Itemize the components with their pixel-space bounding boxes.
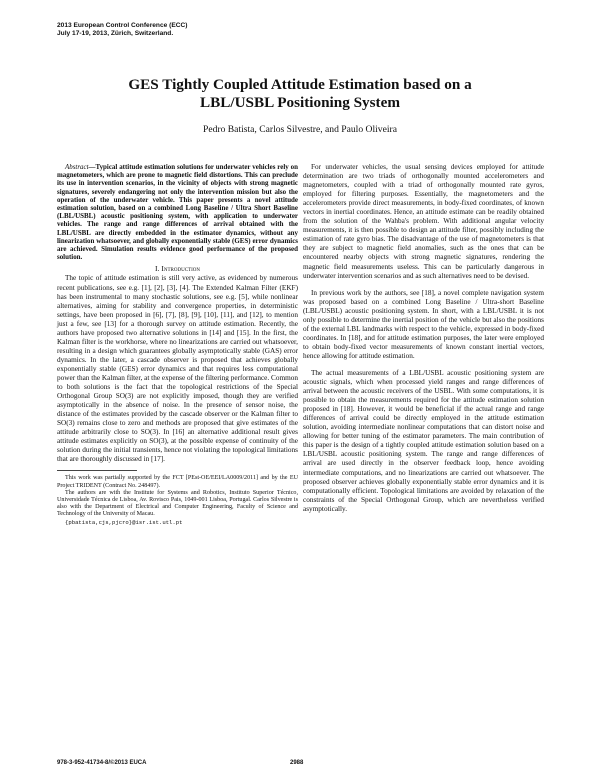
conference-header [57, 22, 187, 38]
body-paragraph-3: The actual measurements of a LBL/USBL acoustic positioning system are acoustic signals, which when processed yield ranges and range differences of arrival between the acoustic receivers of the USBL. With some computations, it is possible to obtain the measurements required for the attitude estimation solution proposed in [18]. However, it would be beneficial if the actual range and range differences of arrival could be directly employed in the attitude estimation solution, avoiding intermediate nonlinear computations that can distort noise and allowing for better tuning of the estimator parameters. The main contribution of this paper is the design of a tightly coupled attitude estimation solution based on a LBL/USBL acoustic positioning system. The range and range differences of arrival are used directly in the observer feedback loop, hence avoiding intermediate computations, and no linearizations are carried out whatsoever. The proposed observer achieves globally exponentially stable error dynamics and it is computationally efficient. Topological limitations are avoided by relaxation of the constraints of the Special Orthogonal Group, which are nevertheless verified asymptotically. [303, 368, 544, 513]
footnote-funding: This work was partially supported by the FCT [PEst-OE/EEI/LA0009/2011] and by the EU Project TRIDENT (Contract No. 248497). [57, 475, 298, 489]
section-heading-introduction: I. Introduction [155, 264, 200, 274]
conference-name: 2013 European Control Conference (ECC) [57, 22, 188, 29]
abstract-label: Abstract [65, 163, 89, 171]
footnote-emails: {pbatista,cjs,pjcro}@isr.ist.utl.pt [65, 518, 183, 526]
footer-isbn: 978-3-952-41734-8/©2013 EUCA [57, 760, 147, 766]
introduction-paragraph: The topic of attitude estimation is still very active, as evidenced by numerous recent publications, see e.g. [1], [2], [3], [4]. The Extended Kalman Filter (EKF) has been instrumental to many stochastic solutions, see e.g. [5], while nonlinear alternatives, aiming for stability and convergence properties, in deterministic settings, have been proposed in [6], [7], [8], [9], [10], [11], and [12], to mention just a few, see [13] for a thorough survey on attitude estimation. Recently, the authors have proposed two alternative solutions in [14] and [15]. In the first, the Kalman filter is the workhorse, where no linearizations are carried out whatsoever, resulting in a design which guarantees globally asymptotically stable (GAS) error dynamics. In the later, a cascade observer is proposed that achieves globally exponentially stable (GES) error dynamics and that requires less computational power than the Kalman filter, at the expense of the filtering performance. Common to both solutions is the fact that the topological restrictions of the Special Orthogonal Group SO(3) are not explicitly imposed, though they are verified asymptotically in the absence of noise. In the presence of sensor noise, the distance of the estimates provided by the cascade observer or the Kalman filter to SO(3) remains close to zero and methods are proposed that give estimates of the attitude arbitrarily close to SO(3). In [16] an alternative additional result gives attitude estimates explicitly on SO(3), at the possible expense of continuity of the solution during the initial transients, hence not violating the topological limitations that are thoroughly discussed in [17]. [57, 274, 298, 464]
abstract [57, 163, 298, 261]
conference-dates: July 17-19, 2013, Zürich, Switzerland. [57, 30, 174, 37]
paper-title [0, 76, 600, 112]
abstract-text: —Typical attitude estimation solutions for underwater vehicles rely on magnetometers, which are prone to magnetic field distortions. This can preclude its use in intervention scenarios, in the vicinity of objects with strong magnetic signatures, severely endangering not only the intervention mission but also the operation of the underwater vehicle. This paper presents a novel attitude estimation solution, based on a combined Long Baseline / Ultra Short Baseline (LBL/USBL) acoustic positioning system, with application to underwater vehicles. The range and range differences of arrival obtained with the LBL/USBL are directly embedded in the estimator dynamics, without any linearization whatsoever, and globally exponentially stable (GES) error dynamics are achieved. Simulation results evidence good performance of the proposed solution. [57, 163, 298, 262]
right-column [303, 163, 544, 514]
author-list: Pedro Batista, Carlos Silvestre, and Paulo Oliveira [203, 124, 397, 135]
body-paragraph-1: For underwater vehicles, the usual sensing devices employed for attitude determination are two triads of orthogonally mounted accelerometers and magnetometers, coupled with a triad of orthogonally mounted rate gyros, employed for filtering purposes. Essentially, the magnetometers and the accelerometers provide direct measurements, in body-fixed coordinates, of known vectors in inertial coordinates. Hence, an attitude estimate can be readily obtained from the solution of the Wahba's problem. With additional angular velocity measurements, it is then possible to design an attitude filter, possibly including the estimation of rate gyro bias. The disadvantage of the use of magnetometers is that they are subject to magnetic field anomalies, such as the ones that can be encountered nearby objects with strong magnetic signatures, rendering the magnetic field measurements useless. This can be particularly dangerous in underwater intervention scenarios and as such alternatives need to be devised. [303, 163, 544, 280]
footnote-affiliation: The authors are with the Institute for Systems and Robotics, Instituto Superior Técnico, Universidade Técnica de Lisboa, Av. Rovisco Pais, 1049-001 Lisboa, Portugal. Carlos Silvestre is also with the Department of Electrical and Computer Engineering, Faculty of Science and Technology of the University of Macau. [57, 489, 298, 518]
left-column [57, 163, 298, 526]
body-paragraph-2: In previous work by the authors, see [18], a novel complete navigation system was proposed based on a combined Long Baseline / Ultra-short Baseline (LBL/USBL) acoustic positioning system. In short, with a LBL/USBL it is not only possible to determine the inertial position of the vehicle but also the positions of the external LBL landmarks with respect to the vehicle, expressed in body-fixed coordinates. In [18], and for attitude estimation purposes, the later were employed to obtain body-fixed vector measurements of known constant inertial vectors, hence allowing for attitude estimation. [303, 288, 544, 360]
page-number: 2988 [290, 760, 304, 766]
title-line-1: GES Tightly Coupled Attitude Estimation based on a [128, 76, 472, 93]
title-line-2: LBL/USBL Positioning System [199, 94, 401, 111]
footnote-divider [57, 470, 137, 471]
